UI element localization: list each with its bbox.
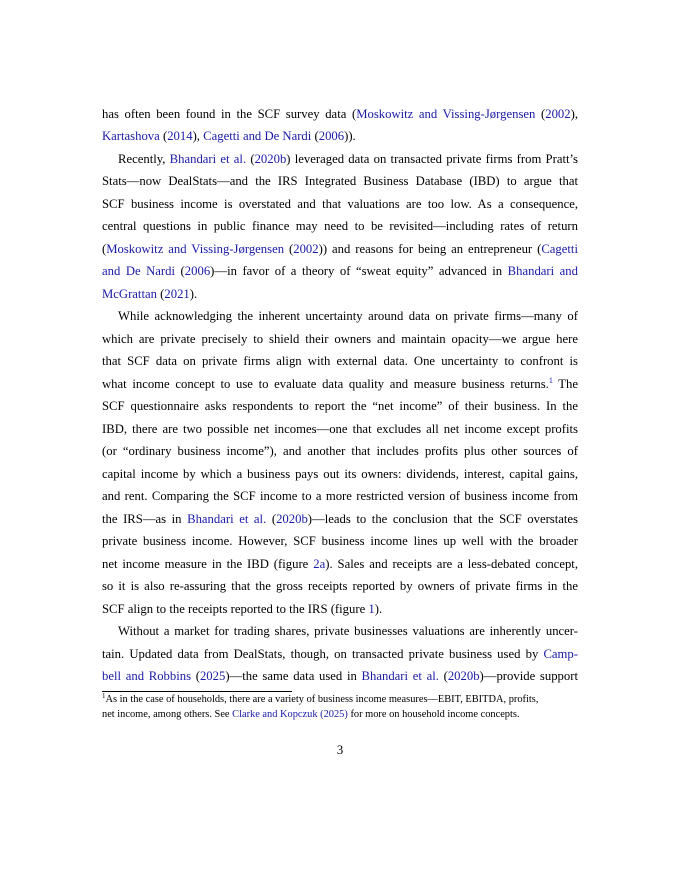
citation-link[interactable]: 2020b (447, 669, 480, 683)
text-line (102, 646, 578, 662)
text-segment: has often been found in the SCF survey data ( (102, 107, 357, 121)
citation-link[interactable]: McGrattan (102, 287, 157, 301)
citation-link[interactable]: 2020b (276, 512, 308, 526)
text-segment: SCF business income is overstated and that valuations are too low. As a consequence, (102, 197, 578, 211)
text-segment: )—provide support (479, 669, 578, 683)
text-segment: which are private precisely to shield their owners and maintain opacity—we argue here (102, 332, 578, 346)
citation-link[interactable]: 2025 (199, 669, 226, 683)
text-line (118, 151, 578, 167)
text-line (102, 218, 578, 234)
text-segment: While acknowledging the inherent uncertainty around data on private firms—many of (118, 309, 578, 323)
text-segment: ) leveraged data on transacted private firms from Pratt’s (286, 152, 578, 166)
text-line (102, 196, 578, 212)
citation-link[interactable]: Cagetti and De Nardi (203, 129, 312, 143)
citation-link[interactable]: 2006 (318, 129, 345, 143)
text-segment: the IRS—as in (102, 512, 188, 526)
text-segment: Without a market for trading shares, private businesses valuations are inherently uncer- (118, 624, 578, 638)
text-segment: ( (191, 669, 200, 683)
text-line (102, 578, 578, 594)
text-segment: net income measure in the IBD (figure (102, 557, 314, 571)
text-segment: so it is also re-assuring that the gross receipts reported by owners of private firms in the (102, 579, 578, 593)
text-line (102, 488, 578, 504)
citation-link[interactable]: 2002 (545, 107, 571, 121)
citation-link[interactable]: Moskowitz and Vissing-Jørgensen (106, 242, 285, 256)
text-segment: SCF align to the receipts reported to the IRS (figure (102, 602, 369, 616)
text-line (102, 331, 578, 347)
text-segment: ( (284, 242, 294, 256)
text-segment: )—the same data used in (225, 669, 362, 683)
text-segment: and rent. Comparing the SCF income to a more restricted version of business income from (102, 489, 578, 503)
text-line (102, 106, 578, 122)
footnote-mark: 1 (102, 692, 106, 700)
text-segment: )) and reasons for being an entrepreneur ( (318, 242, 542, 256)
text-line (102, 533, 578, 549)
footnote-ref-link[interactable]: 1 (548, 376, 553, 385)
text-segment: ). (374, 602, 383, 616)
text-segment: ( (246, 152, 255, 166)
citation-link[interactable]: 2014 (167, 129, 193, 143)
text-segment: )). (344, 129, 356, 143)
text-segment: Recently, (118, 152, 170, 166)
text-segment: (or “ordinary business income”), and another that includes profits plus other sources of (102, 444, 578, 458)
footnote-line-2 (102, 708, 578, 721)
text-segment: ( (156, 287, 165, 301)
text-segment: ), (570, 107, 578, 121)
citation-link[interactable]: 2a (313, 557, 326, 571)
text-segment: what income concept to use to evaluate data quality and measure business returns. (102, 377, 549, 391)
text-segment: ( (438, 669, 448, 683)
text-segment: SCF questionnaire asks respondents to report the “net income” of their business. In the (102, 399, 578, 413)
text-segment: private business income. However, SCF business income lines up well with the broader (102, 534, 578, 548)
text-segment: ). (189, 287, 198, 301)
text-line (102, 263, 578, 279)
citation-link[interactable]: 2006 (184, 264, 211, 278)
citation-link[interactable]: and De Nardi (102, 264, 176, 278)
text-line (102, 601, 578, 617)
citation-link[interactable]: Bhandari et al. (361, 669, 439, 683)
text-line (102, 556, 578, 572)
citation-link[interactable]: bell and Robbins (102, 669, 192, 683)
text-segment: ( (535, 107, 546, 121)
footnote-citation-link[interactable]: Clarke and Kopczuk (2025) (232, 709, 348, 720)
citation-link[interactable]: Bhandari et al. (169, 152, 247, 166)
text-segment: Stats—now DealStats—and the IRS Integrated Business Database (IBD) to argue that (102, 174, 578, 188)
text-segment: IBD, there are two possible net incomes—one that excludes all net income except profits (102, 422, 578, 436)
text-line (102, 398, 578, 414)
text-segment: )—in favor of a theory of “sweat equity” advanced in (210, 264, 508, 278)
footnote-text-2: net income, among others. See (102, 709, 233, 720)
text-line (102, 353, 578, 369)
text-line (102, 241, 578, 257)
citation-link[interactable]: Kartashova (102, 129, 160, 143)
citation-link[interactable]: 2020b (254, 152, 287, 166)
text-segment: ), (192, 129, 204, 143)
text-segment: capital income by which a business pays out its owners: dividends, interest, capital gains, (102, 467, 578, 481)
footnote-rule (102, 691, 292, 692)
text-line (102, 128, 578, 144)
footnote-text-3: for more on household income concepts. (347, 709, 520, 720)
text-segment: ). Sales and receipts are a less-debated concept, (325, 557, 578, 571)
page-number: 3 (336, 743, 344, 757)
text-segment: ( (311, 129, 319, 143)
citation-link[interactable]: Bhandari et al. (187, 512, 267, 526)
citation-link[interactable]: Bhandari and (507, 264, 578, 278)
citation-link[interactable]: 2002 (293, 242, 319, 256)
footnote-line-1 (102, 693, 578, 706)
citation-link[interactable]: 2021 (164, 287, 190, 301)
text-line (102, 421, 578, 437)
text-line (102, 443, 578, 459)
text-segment: ( (266, 512, 277, 526)
text-line (102, 173, 578, 189)
text-line (102, 286, 578, 302)
text-line (118, 623, 578, 639)
citation-link[interactable]: Camp- (543, 647, 578, 661)
text-line (102, 376, 578, 392)
text-line (118, 308, 578, 324)
citation-link[interactable]: Moskowitz and Vissing-Jørgensen (356, 107, 536, 121)
text-line (102, 511, 578, 527)
citation-link[interactable]: Cagetti (541, 242, 578, 256)
text-segment: )—leads to the conclusion that the SCF overstates (307, 512, 578, 526)
footnote-text-1: As in the case of households, there are a variety of business income measures—EBIT, EBITDA, profits, (105, 694, 539, 705)
text-segment: The (552, 377, 578, 391)
text-line (102, 466, 578, 482)
text-segment: tain. Updated data from DealStats, though, on transacted private business used by (102, 647, 544, 661)
text-segment: central questions in public finance may need to be revisited—including rates of return (102, 219, 578, 233)
text-segment: ( (175, 264, 185, 278)
text-segment: that SCF data on private firms align with external data. One uncertainty to confront is (102, 354, 578, 368)
text-segment: ( (159, 129, 168, 143)
text-segment: ( (102, 242, 107, 256)
text-line (102, 668, 578, 684)
citation-link[interactable]: 1 (368, 602, 375, 616)
